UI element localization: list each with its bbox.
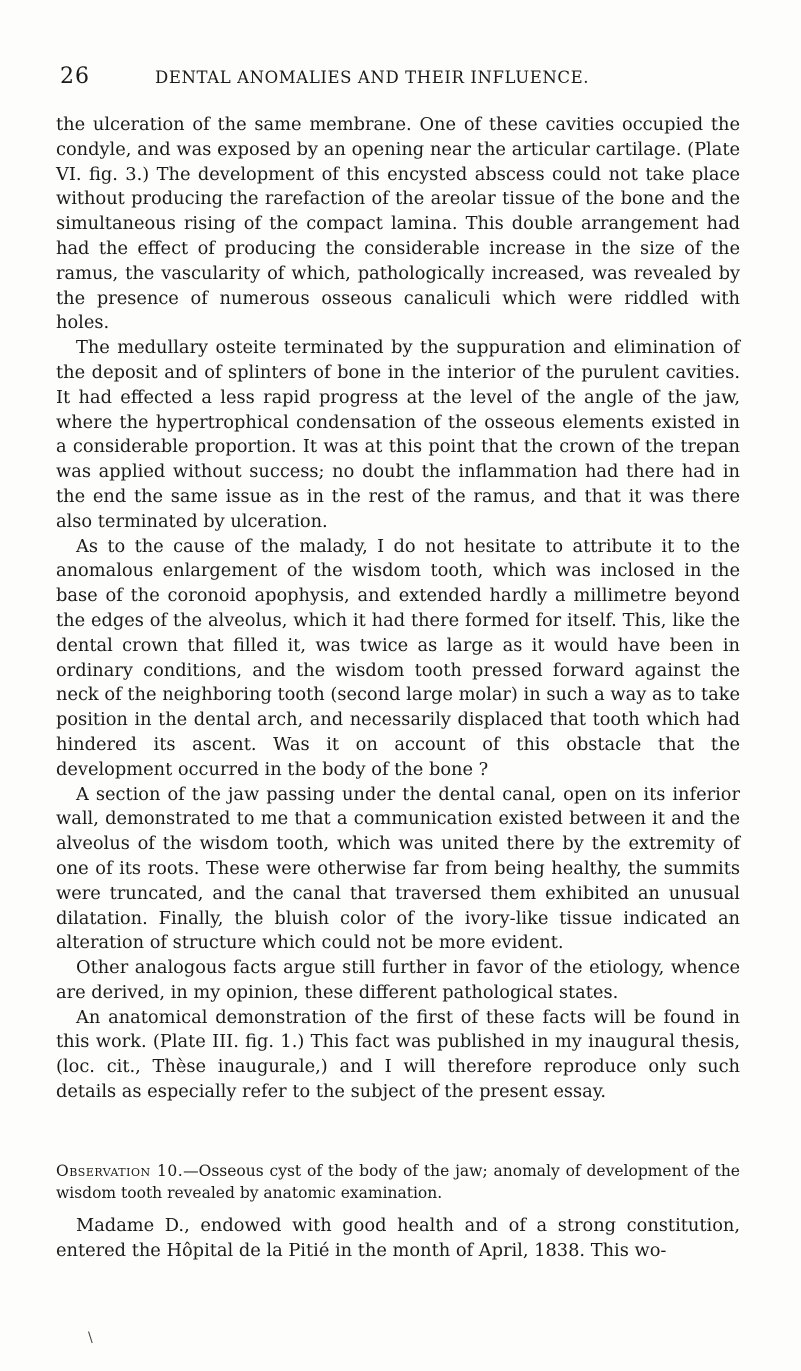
page-number: 26 [60, 64, 90, 89]
paragraph-2: The medullary osteite terminated by the suppuration and elimination of the deposit and of splinters of bone in the interior of the purulent cavities. It had effected a less rapid progress at the level of the angle of the jaw, where the hypertrophical condensation of the osseous elements existed in a considerable proportion. It was at this point that the crown of the trepan was applied without success; no doubt the inflammation had there had in the end the same issue as in the rest of the ramus, and that it was there also terminated by ulceration. [56, 337, 740, 532]
observation-label: Observation 10. [56, 1162, 184, 1180]
page-header [60, 64, 750, 94]
running-head: DENTAL ANOMALIES AND THEIR INFLUENCE. [155, 68, 590, 87]
paragraph-6: An anatomical demonstration of the first of these facts will be found in this work. (Plate III. fig. 1.) This fact was published in my inaugural thesis, (loc. cit., Thèse inaugurale,) and I will therefore reproduce only such details as especially refer to the subject of the present essay. [56, 1006, 740, 1103]
paragraph-1: the ulceration of the same membrane. One of these cavities occupied the condyle, and was exposed by an opening near the articular cartilage. (Plate VI. fig. 3.) The development of this encysted abscess could not take place without producing the rarefaction of the areolar tissue of the bone and the simultaneous rising of the compact lamina. This double arrangement had had the effect of producing the considerable increase in the size of the ramus, the vascularity of which, pathologically increased, was revealed by the presence of numerous osseous canaliculi which were riddled with holes. [56, 114, 740, 334]
observation-heading [56, 1160, 740, 1204]
paragraph-3: As to the cause of the malady, I do not hesitate to attribute it to the anomalous enlargement of the wisdom tooth, which was inclosed in the base of the coronoid apophysis, and extended hardly a millimetre beyond the edges of the alveolus, which it had there formed for itself. This, like the dental crown that filled it, was twice as large as it would have been in ordinary conditions, and the wisdom tooth pressed forward against the neck of the neighboring tooth (second large molar) in such a way as to take position in the dental arch, and necessarily displaced that tooth which had hindered its ascent. Was it on account of this obstacle that the development occurred in the body of the bone ? [56, 535, 740, 780]
paragraph-4: A section of the jaw passing under the dental canal, open on its inferior wall, demonstrated to me that a communication existed between it and the alveolus of the wisdom tooth, which was united there by the extremity of one of its roots. These were otherwise far from being healthy, the summits were truncated, and the canal that traversed them exhibited an unusual dilatation. Finally, the bluish color of the ivory-like tissue indicated an alteration of structure which could not be more evident. [56, 783, 740, 954]
paragraph-5: Other analogous facts argue still further in favor of the etiology, whence are derived, in my opinion, these different pathological states. [56, 957, 740, 1003]
observation-text: —Osseous cyst of the body of the jaw; anomaly of development of the wisdom tooth revealed by anatomic examination. [56, 1162, 740, 1202]
observation-continuation: Madame D., endowed with good health and of a strong constitution, entered the Hôpital de la Pitié in the month of April, 1838. This wo- [56, 1215, 740, 1261]
body-text [56, 113, 740, 1105]
observation-block [56, 1160, 740, 1264]
stray-mark: \ [88, 1330, 93, 1346]
